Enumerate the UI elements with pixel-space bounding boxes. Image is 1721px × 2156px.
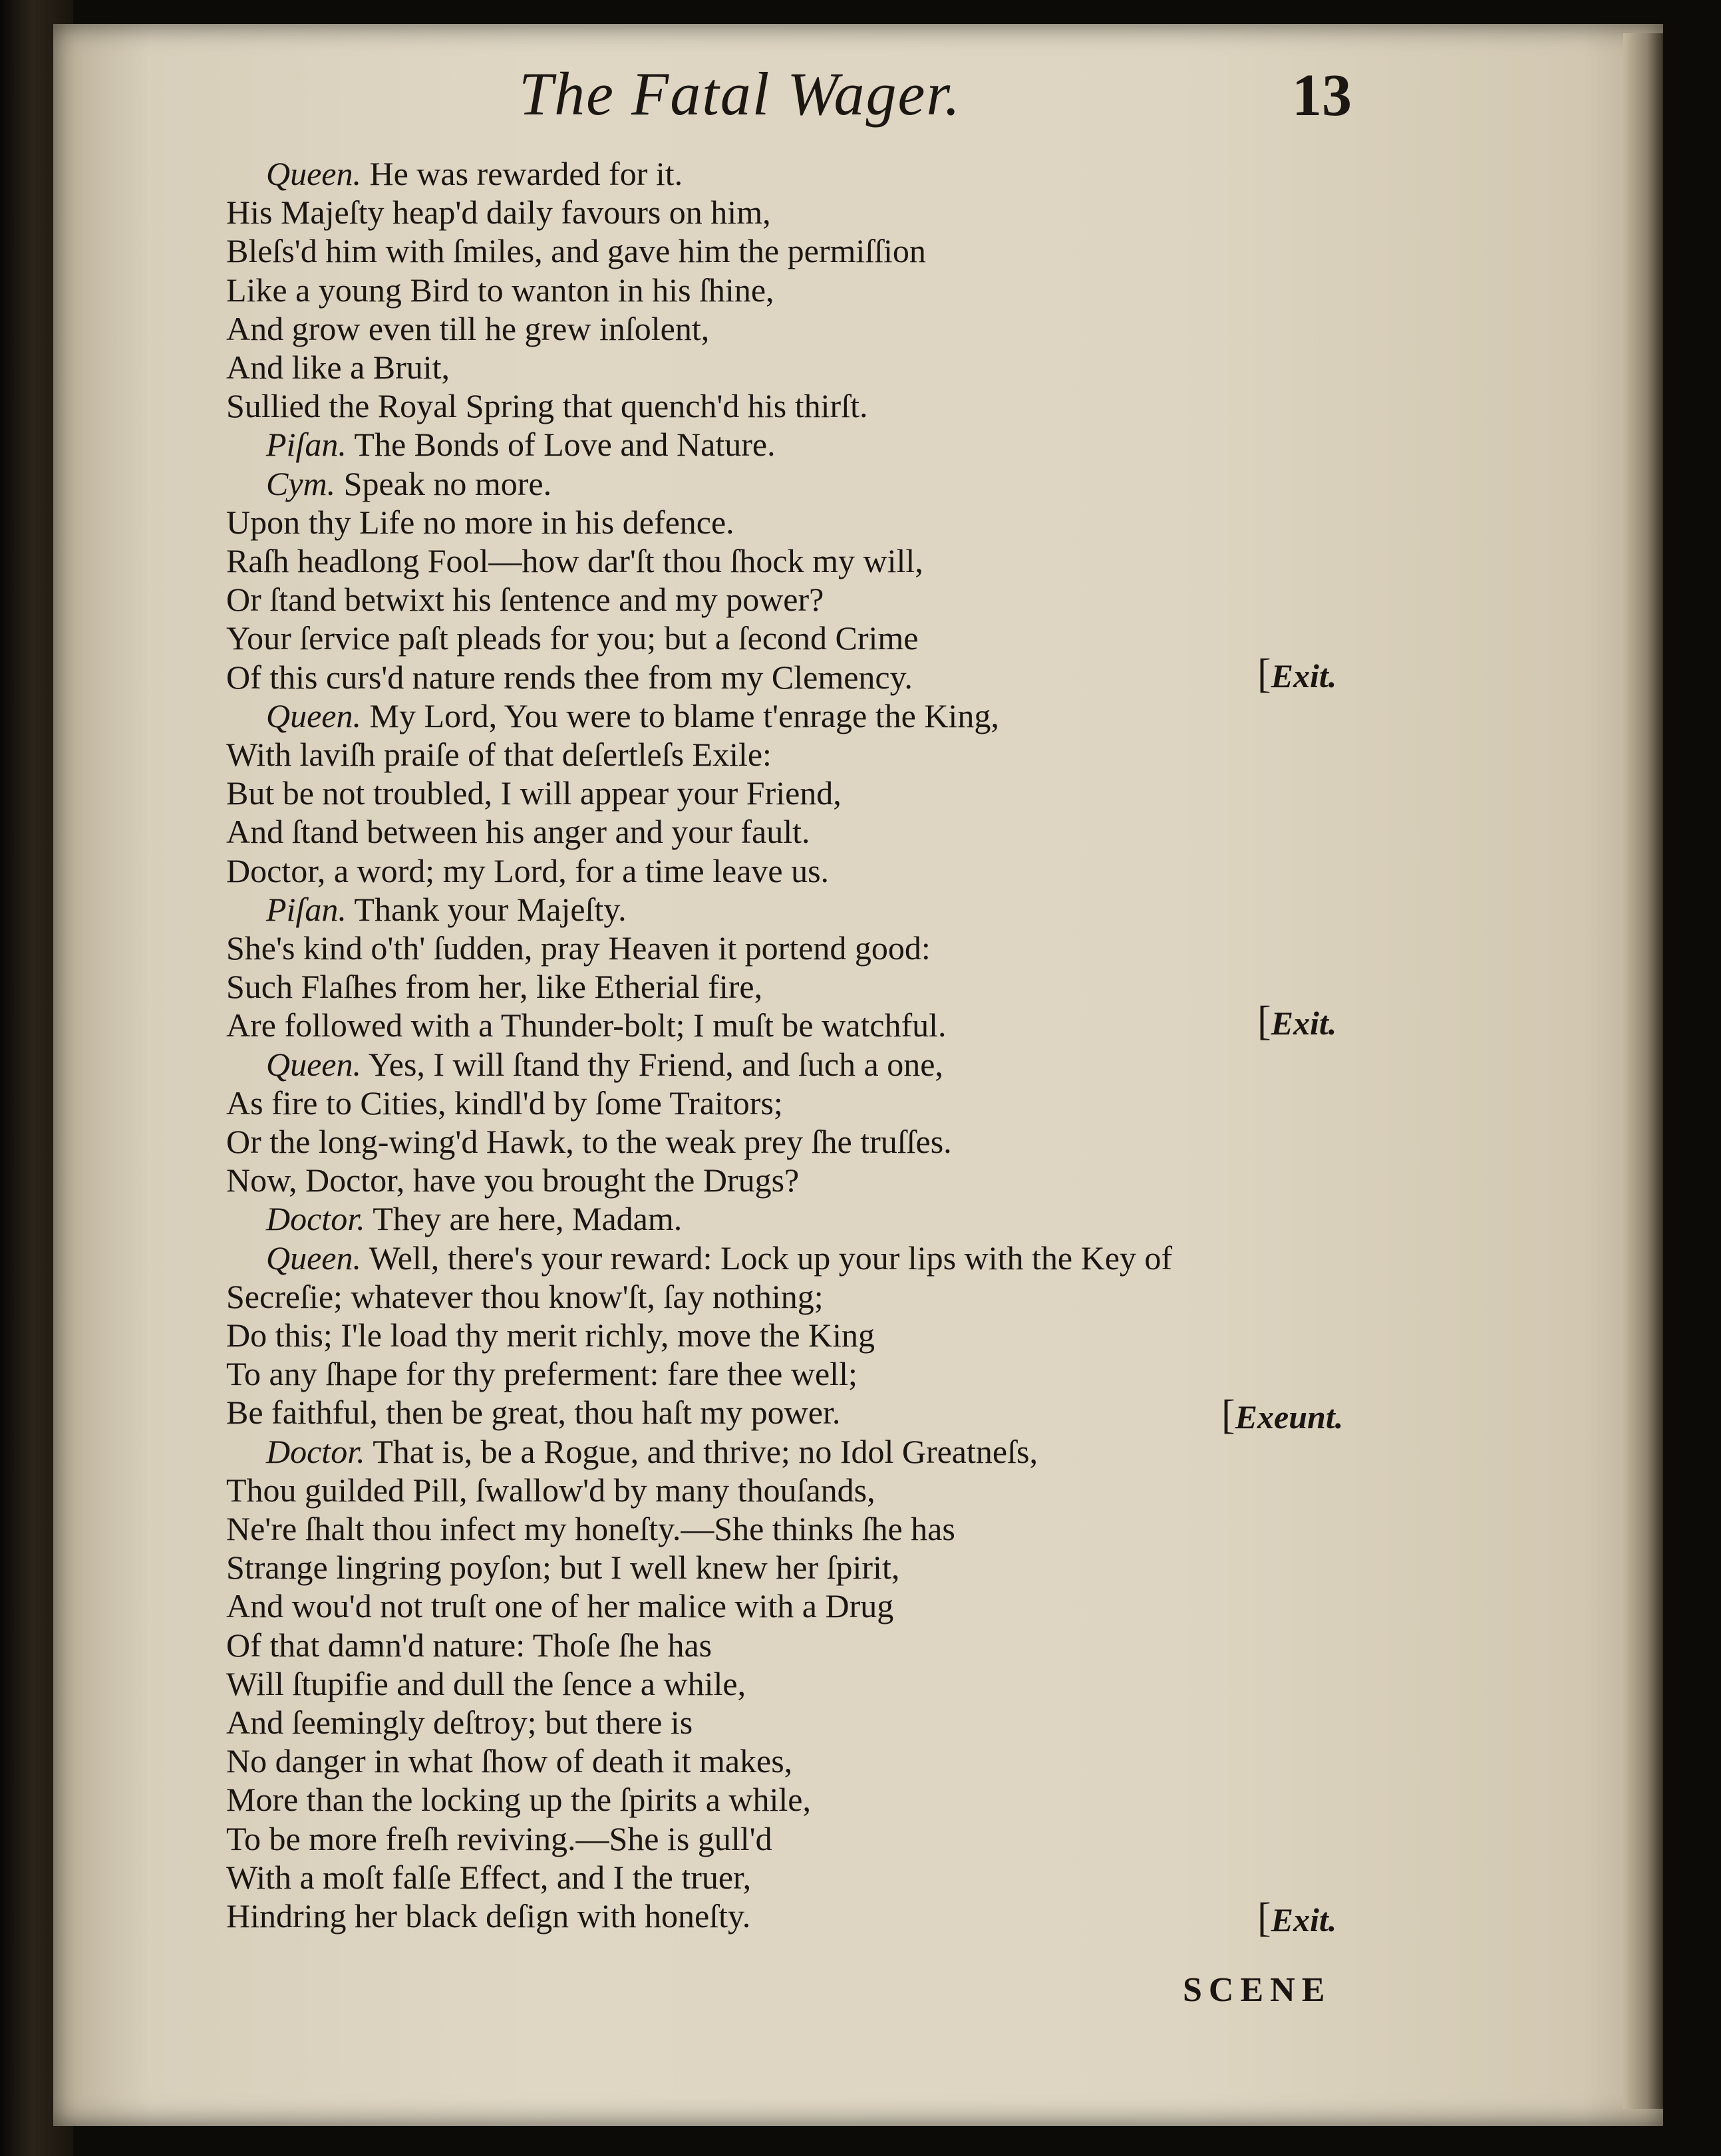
verse-line <box>226 541 923 580</box>
line-text: With laviſh praiſe of that deſertleſs Exile: <box>226 736 772 773</box>
speech-line <box>266 1045 943 1084</box>
verse-line <box>226 929 931 967</box>
line-text: Strange lingring poyſon; but I well knew her ſpirit, <box>226 1549 900 1587</box>
line-text: With a moſt falſe Effect, and I the truer, <box>226 1858 752 1896</box>
line-text: They are here, Madam. <box>365 1200 683 1238</box>
verse-line <box>226 1587 893 1625</box>
line-text: Your ſervice paſt pleads for you; but a ſecond Crime <box>226 619 919 657</box>
line-text: Thank your Majeſty. <box>346 890 627 928</box>
line-text: And ſtand between his anger and your fault. <box>226 813 810 851</box>
speaker-name: Piſan. <box>266 426 347 464</box>
line-text: Are followed with a Thunder-bolt; I muſt be watchful. <box>226 1006 947 1044</box>
line-text: Ne're ſhalt thou infect my honeſty.—She thinks ſhe has <box>226 1510 955 1547</box>
verse-line <box>226 1858 751 1897</box>
speaker-name: Queen. <box>266 1045 361 1083</box>
line-text: Raſh headlong Fool—how dar'ſt thou ſhock my will, <box>226 542 923 579</box>
line-text: Bleſs'd him with ſmiles, and gave him the permiſſion <box>226 232 926 270</box>
verse-line <box>226 1393 840 1432</box>
line-text: Be faithful, then be great, thou haſt my power. <box>226 1394 841 1432</box>
verse-line <box>226 1161 799 1199</box>
line-text: More than the locking up the ſpirits a while, <box>226 1781 811 1819</box>
line-text: His Majeſty heap'd daily favours on him, <box>226 194 771 231</box>
line-text: She's kind o'th' ſudden, pray Heaven it portend good: <box>226 929 931 967</box>
verse-line <box>226 386 867 425</box>
speech-line <box>266 1239 1172 1277</box>
verse-line <box>226 1742 792 1780</box>
line-text: Well, there's your reward: Lock up your lips with the Key of <box>361 1239 1173 1277</box>
running-title: The Fatal Wager. <box>519 60 961 128</box>
line-text: To any ſhape for thy preferment: fare thee well; <box>226 1355 858 1393</box>
verse-line <box>226 619 919 657</box>
verse-line <box>226 1780 811 1819</box>
line-text: Thou guilded Pill, ſwallow'd by many thouſands, <box>226 1471 875 1509</box>
verse-line <box>226 1819 772 1858</box>
line-text: Will ſtupifie and dull the ſence a while, <box>226 1664 746 1702</box>
stage-direction: [Exit. <box>1257 651 1337 696</box>
speech-line <box>266 464 551 503</box>
verse-line <box>226 1122 952 1161</box>
speaker-name: Doctor. <box>266 1200 365 1238</box>
verse-line <box>226 658 913 696</box>
verse-line <box>226 967 762 1006</box>
line-text: No danger in what ſhow of death it makes, <box>226 1742 793 1780</box>
verse-line <box>226 309 709 348</box>
verse-line <box>226 1703 693 1742</box>
line-text: Like a young Bird to wanton in his ſhine, <box>226 271 774 309</box>
verse-line <box>226 271 774 309</box>
verse-line <box>226 774 842 812</box>
line-text: And wou'd not truſt one of her malice with a Drug <box>226 1587 894 1625</box>
speaker-name: Cym. <box>266 464 336 502</box>
verse-line <box>226 193 771 231</box>
line-text: Of that damn'd nature: Thoſe ſhe has <box>226 1626 712 1664</box>
verse-line <box>226 851 829 890</box>
speaker-name: Queen. <box>266 155 361 192</box>
speaker-name: Doctor. <box>266 1432 365 1470</box>
line-text: And grow even till he grew inſolent, <box>226 309 710 347</box>
line-text: Secreſie; whatever thou know'ſt, ſay nothing; <box>226 1277 824 1315</box>
speaker-name: Queen. <box>266 1239 361 1277</box>
line-text: Now, Doctor, have you brought the Drugs? <box>226 1161 800 1199</box>
verse-line <box>226 1277 824 1316</box>
speech-line <box>266 154 683 193</box>
line-text: Speak no more. <box>335 464 552 502</box>
verse-line <box>226 1354 858 1393</box>
line-text: Or the long-wing'd Hawk, to the weak prey ſhe truſſes. <box>226 1123 952 1160</box>
line-text: Of this curs'd nature rends thee from my Clemency. <box>226 658 913 696</box>
verse-line <box>226 1006 947 1044</box>
line-text: And like a Bruit, <box>226 349 450 386</box>
verse-line <box>226 1316 875 1354</box>
line-text: Or ſtand betwixt his ſentence and my power? <box>226 581 824 619</box>
verse-line <box>226 580 824 619</box>
line-text: Such Flaſhes from her, like Etherial fire, <box>226 968 763 1006</box>
verse-line <box>226 735 772 774</box>
stage-direction: [Exit. <box>1257 999 1337 1044</box>
line-text: And ſeemingly deſtroy; but there is <box>226 1704 693 1741</box>
verse-line <box>226 231 926 270</box>
stage-direction: [Exeunt. <box>1221 1392 1344 1438</box>
speech-line <box>266 1199 682 1238</box>
line-text: That is, be a Rogue, and thrive; no Idol Greatneſs, <box>365 1432 1038 1470</box>
verse-line <box>226 1626 712 1664</box>
speech-line <box>266 425 776 464</box>
speech-line <box>266 1432 1038 1471</box>
speech-line <box>266 890 627 929</box>
verse-line <box>226 1548 899 1587</box>
line-text: My Lord, You were to blame t'enrage the King, <box>361 696 999 734</box>
line-text: He was rewarded for it. <box>361 155 683 192</box>
line-text: As fire to Cities, kindl'd by ſome Traitors; <box>226 1084 783 1122</box>
stage-direction: [Exit. <box>1257 1895 1337 1940</box>
line-text: But be not troubled, I will appear your Friend, <box>226 774 842 812</box>
verse-line <box>226 1509 955 1548</box>
speaker-name: Queen. <box>266 696 361 734</box>
speech-line <box>266 696 999 735</box>
verse-line <box>226 1897 750 1935</box>
page-number: 13 <box>1292 63 1352 128</box>
line-text: Sullied the Royal Spring that quench'd his thirſt. <box>226 387 868 425</box>
verse-line <box>226 812 810 851</box>
verse-line <box>226 503 734 541</box>
line-text: Yes, I will ſtand thy Friend, and ſuch a one, <box>361 1045 943 1083</box>
line-text: Doctor, a word; my Lord, for a time leave us. <box>226 851 830 889</box>
line-text: To be more freſh reviving.—She is gull'd <box>226 1819 772 1857</box>
verse-line <box>226 348 450 386</box>
catchword: SCENE <box>1183 1971 1332 2009</box>
speaker-name: Piſan. <box>266 890 347 928</box>
line-text: Hindring her black deſign with honeſty. <box>226 1897 751 1934</box>
verse-line <box>226 1084 783 1122</box>
line-text: Do this; I'le load thy merit richly, move the King <box>226 1316 875 1354</box>
verse-line <box>226 1664 746 1703</box>
line-text: The Bonds of Love and Nature. <box>346 426 776 464</box>
line-text: Upon thy Life no more in his defence. <box>226 503 734 541</box>
verse-line <box>226 1471 875 1509</box>
